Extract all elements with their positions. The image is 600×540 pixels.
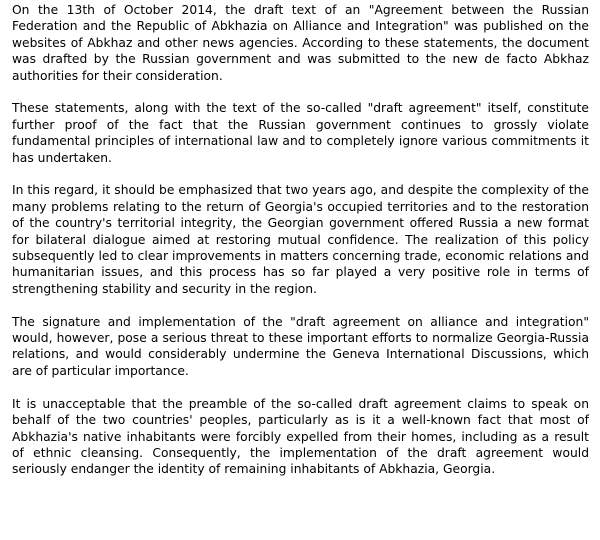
paragraph-violation-of-international-law: These statements, along with the text of the so-called "draft agreement" itself, constitute further proof of the fact that the Russian government continues to grossly violate fundamental principles of international law and to completely ignore various commitments it has undertaken.	[12, 101, 589, 165]
paragraph-bilateral-dialogue: In this regard, it should be emphasized that two years ago, and despite the complexity of the many problems relating to the return of Georgia's occupied territories and to the restoration of the country's territorial integrity, the Georgian government offered Russia a new format for bilateral dialogue aimed at restoring mutual confidence. The realization of this policy subsequently led to clear improvements in matters concerning trade, economic relations and humanitarian issues, and this process has so far played a very positive role in terms of strengthening stability and security in the region.	[12, 183, 589, 296]
paragraph-draft-agreement-publication: On the 13th of October 2014, the draft text of an "Agreement between the Russian Federation and the Republic of Abkhazia on Alliance and Integration" was published on the websites of Abkhaz and other news agencies. According to these statements, the document was drafted by the Russian government and was submitted to the new de facto Abkhaz authorities for their consideration.	[12, 3, 589, 83]
paragraph-threat-to-normalization: The signature and implementation of the "draft agreement on alliance and integration" would, however, pose a serious threat to these important efforts to normalize Georgia-Russia relations, and would considerably undermine the Geneva International Discussions, which are of particular importance.	[12, 314, 589, 378]
paragraph-preamble-unacceptable: It is unacceptable that the preamble of the so-called draft agreement claims to speak on behalf of the two countries' peoples, particularly as is it a well-known fact that most of Abkhazia's native inhabitants were forcibly expelled from their homes, including as a result of ethnic cleansing. Consequently, the implementation of the draft agreement would seriously endanger the identity of remaining inhabitants of Abkhazia, Georgia.	[12, 396, 589, 477]
